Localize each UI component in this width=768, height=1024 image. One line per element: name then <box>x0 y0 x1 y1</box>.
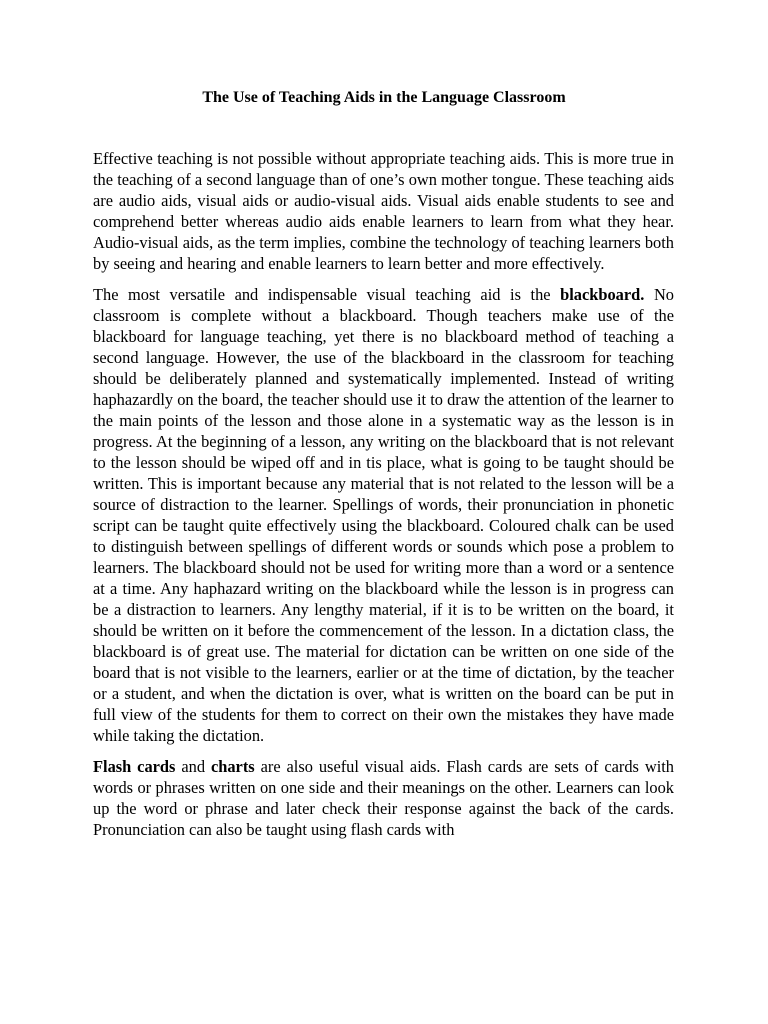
document-title: The Use of Teaching Aids in the Language Classroom <box>202 89 566 106</box>
paragraph-intro: Effective teaching is not possible without appropriate teaching aids. This is more true in the teaching of a second language than of one’s own mother tongue. These teaching aids are audio aids, visual aids or audio-visual aids. Visual aids enable students to see and comprehend better whereas audio aids enable learners to learn from what they hear. Audio-visual aids, as the term implies, combine the technology of teaching learners both by seeing and hearing and enable learners to learn better and more effectively. <box>93 149 674 273</box>
document-body <box>93 148 674 850</box>
paragraph-flash-cards-conjunction: and <box>175 757 211 776</box>
paragraph-blackboard-intro: The most versatile and indispensable visual teaching aid is the <box>93 285 561 304</box>
paragraph-blackboard-body: No classroom is complete without a blackboard. Though teachers make use of the blackboard for language teaching, yet there is no blackboard method of teaching a second language. However, the use of the blackboard in the classroom for teaching should be deliberately planned and systematically implemented. Instead of writing haphazardly on the board, the teacher should use it to draw the attention of the learner to the main points of the lesson and those alone in a systematic way as the lesson is in progress. At the beginning of a lesson, any writing on the blackboard that is not relevant to the lesson should be wiped off and in tis place, what is going to be taught should be written. This is important because any material that is not related to the lesson will be a source of distraction to the learner. Spellings of words, their pronunciation in phonetic script can be taught quite effectively using the blackboard. Coloured chalk can be used to distinguish between spellings of different words or sounds which pose a problem to learners. The blackboard should not be used for writing more than a word or a sentence at a time. Any haphazard writing on the blackboard while the lesson is in progress can be a distraction to learners. Any lengthy material, if it is to be written on the board, it should be written on it before the commencement of the lesson. In a dictation class, the blackboard is of great use. The material for dictation can be written on one side of the board that is not visible to the learners, earlier or at the time of dictation, by the teacher or a student, and when the dictation is over, what is written on the board can be put in full view of the students for them to correct on their own the mistakes they have made while taking the dictation. <box>93 285 674 745</box>
charts-term: charts <box>210 757 255 776</box>
paragraph-flash-cards <box>93 756 674 840</box>
paragraph-flash-cards-body: are also useful visual aids. Flash cards are sets of cards with words or phrases written on one side and their meanings on the other. Learners can look up the word or phrase and later check their response against the back of the cards. Pronunciation can also be taught using flash cards with <box>93 757 674 839</box>
blackboard-term: blackboard. <box>560 285 645 304</box>
paragraph-blackboard <box>93 284 674 746</box>
flash-cards-term: Flash cards <box>93 757 176 776</box>
